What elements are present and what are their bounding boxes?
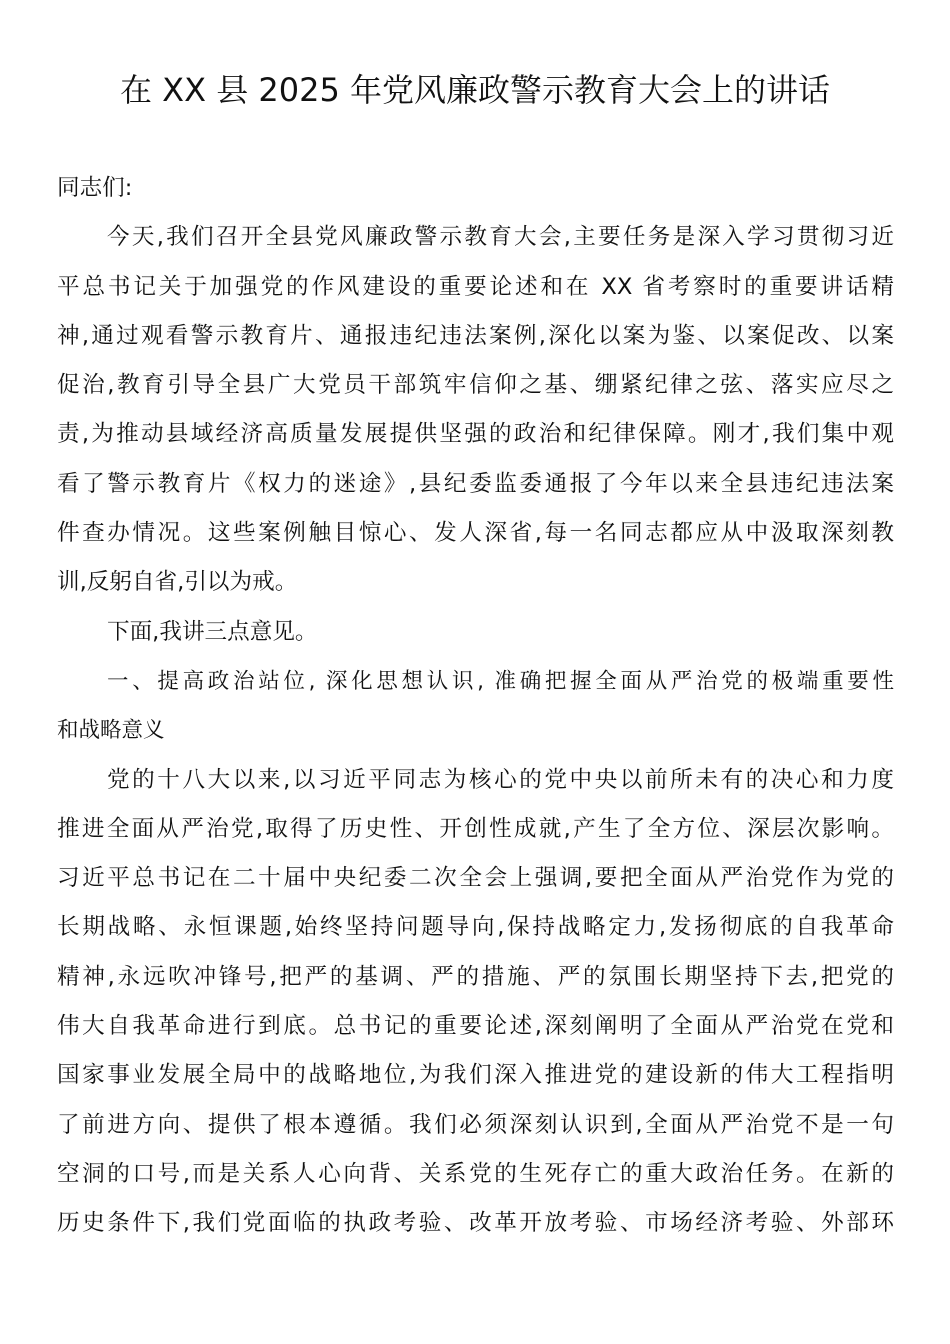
paragraph-line: 看了警示教育片《权力的迷途》,县纪委监委通报了今年以来全县违纪违法案 xyxy=(57,470,894,497)
paragraph-line: 长期战略、永恒课题,始终坚持问题导向,保持战略定力,发扬彻底的自我革命 xyxy=(57,914,894,941)
section-heading: 和战略意义 xyxy=(57,718,165,744)
paragraph-line: 责,为推动县域经济高质量发展提供坚强的政治和纪律保障。刚才,我们集中观 xyxy=(57,421,894,448)
paragraph-line: 国家事业发展全局中的战略地位,为我们深入推进党的建设新的伟大工程指明 xyxy=(57,1062,894,1089)
salutation: 同志们: xyxy=(57,175,133,201)
paragraph-line: 伟大自我革命进行到底。总书记的重要论述,深刻阐明了全面从严治党在党和 xyxy=(57,1013,894,1040)
paragraph-line: 训,反躬自省,引以为戒。 xyxy=(57,569,298,596)
paragraph-line: 精神,永远吹冲锋号,把严的基调、严的措施、严的氛围长期坚持下去,把党的 xyxy=(57,963,894,990)
paragraph-line: 历史条件下,我们党面临的执政考验、改革开放考验、市场经济考验、外部环 xyxy=(57,1210,894,1237)
paragraph-line: 了前进方向、提供了根本遵循。我们必须深刻认识到,全面从严治党不是一句 xyxy=(57,1111,894,1138)
paragraph-line: 空洞的口号,而是关系人心向背、关系党的生死存亡的重大政治任务。在新的 xyxy=(57,1160,894,1187)
paragraph-line: 今天,我们召开全县党风廉政警示教育大会,主要任务是深入学习贯彻习近 xyxy=(107,224,894,251)
paragraph-line: 件查办情况。这些案例触目惊心、发人深省,每一名同志都应从中汲取深刻教 xyxy=(57,520,894,547)
section-heading: 一、提高政治站位, 深化思想认识, 准确把握全面从严治党的极端重要性 xyxy=(107,668,894,694)
paragraph-line: 习近平总书记在二十届中央纪委二次全会上强调,要把全面从严治党作为党的 xyxy=(57,865,894,892)
paragraph-line: 神,通过观看警示教育片、通报违纪违法案例,深化以案为鉴、以案促改、以案 xyxy=(57,322,894,349)
document-body xyxy=(57,164,894,1249)
paragraph-line: 促治,教育引导全县广大党员干部筑牢信仰之基、绷紧纪律之弦、落实应尽之 xyxy=(57,372,894,399)
paragraph-line: 党的十八大以来,以习近平同志为核心的党中央以前所未有的决心和力度 xyxy=(107,766,894,793)
paragraph-line: 推进全面从严治党,取得了历史性、开创性成就,产生了全方位、深层次影响。 xyxy=(57,815,894,842)
paragraph-line: 下面,我讲三点意见。 xyxy=(107,618,318,645)
document-title: 在 XX 县 2025 年党风廉政警示教育大会上的讲话 xyxy=(120,71,830,109)
paragraph-line: 平总书记关于加强党的作风建设的重要论述和在 XX 省考察时的重要讲话精 xyxy=(57,273,894,300)
